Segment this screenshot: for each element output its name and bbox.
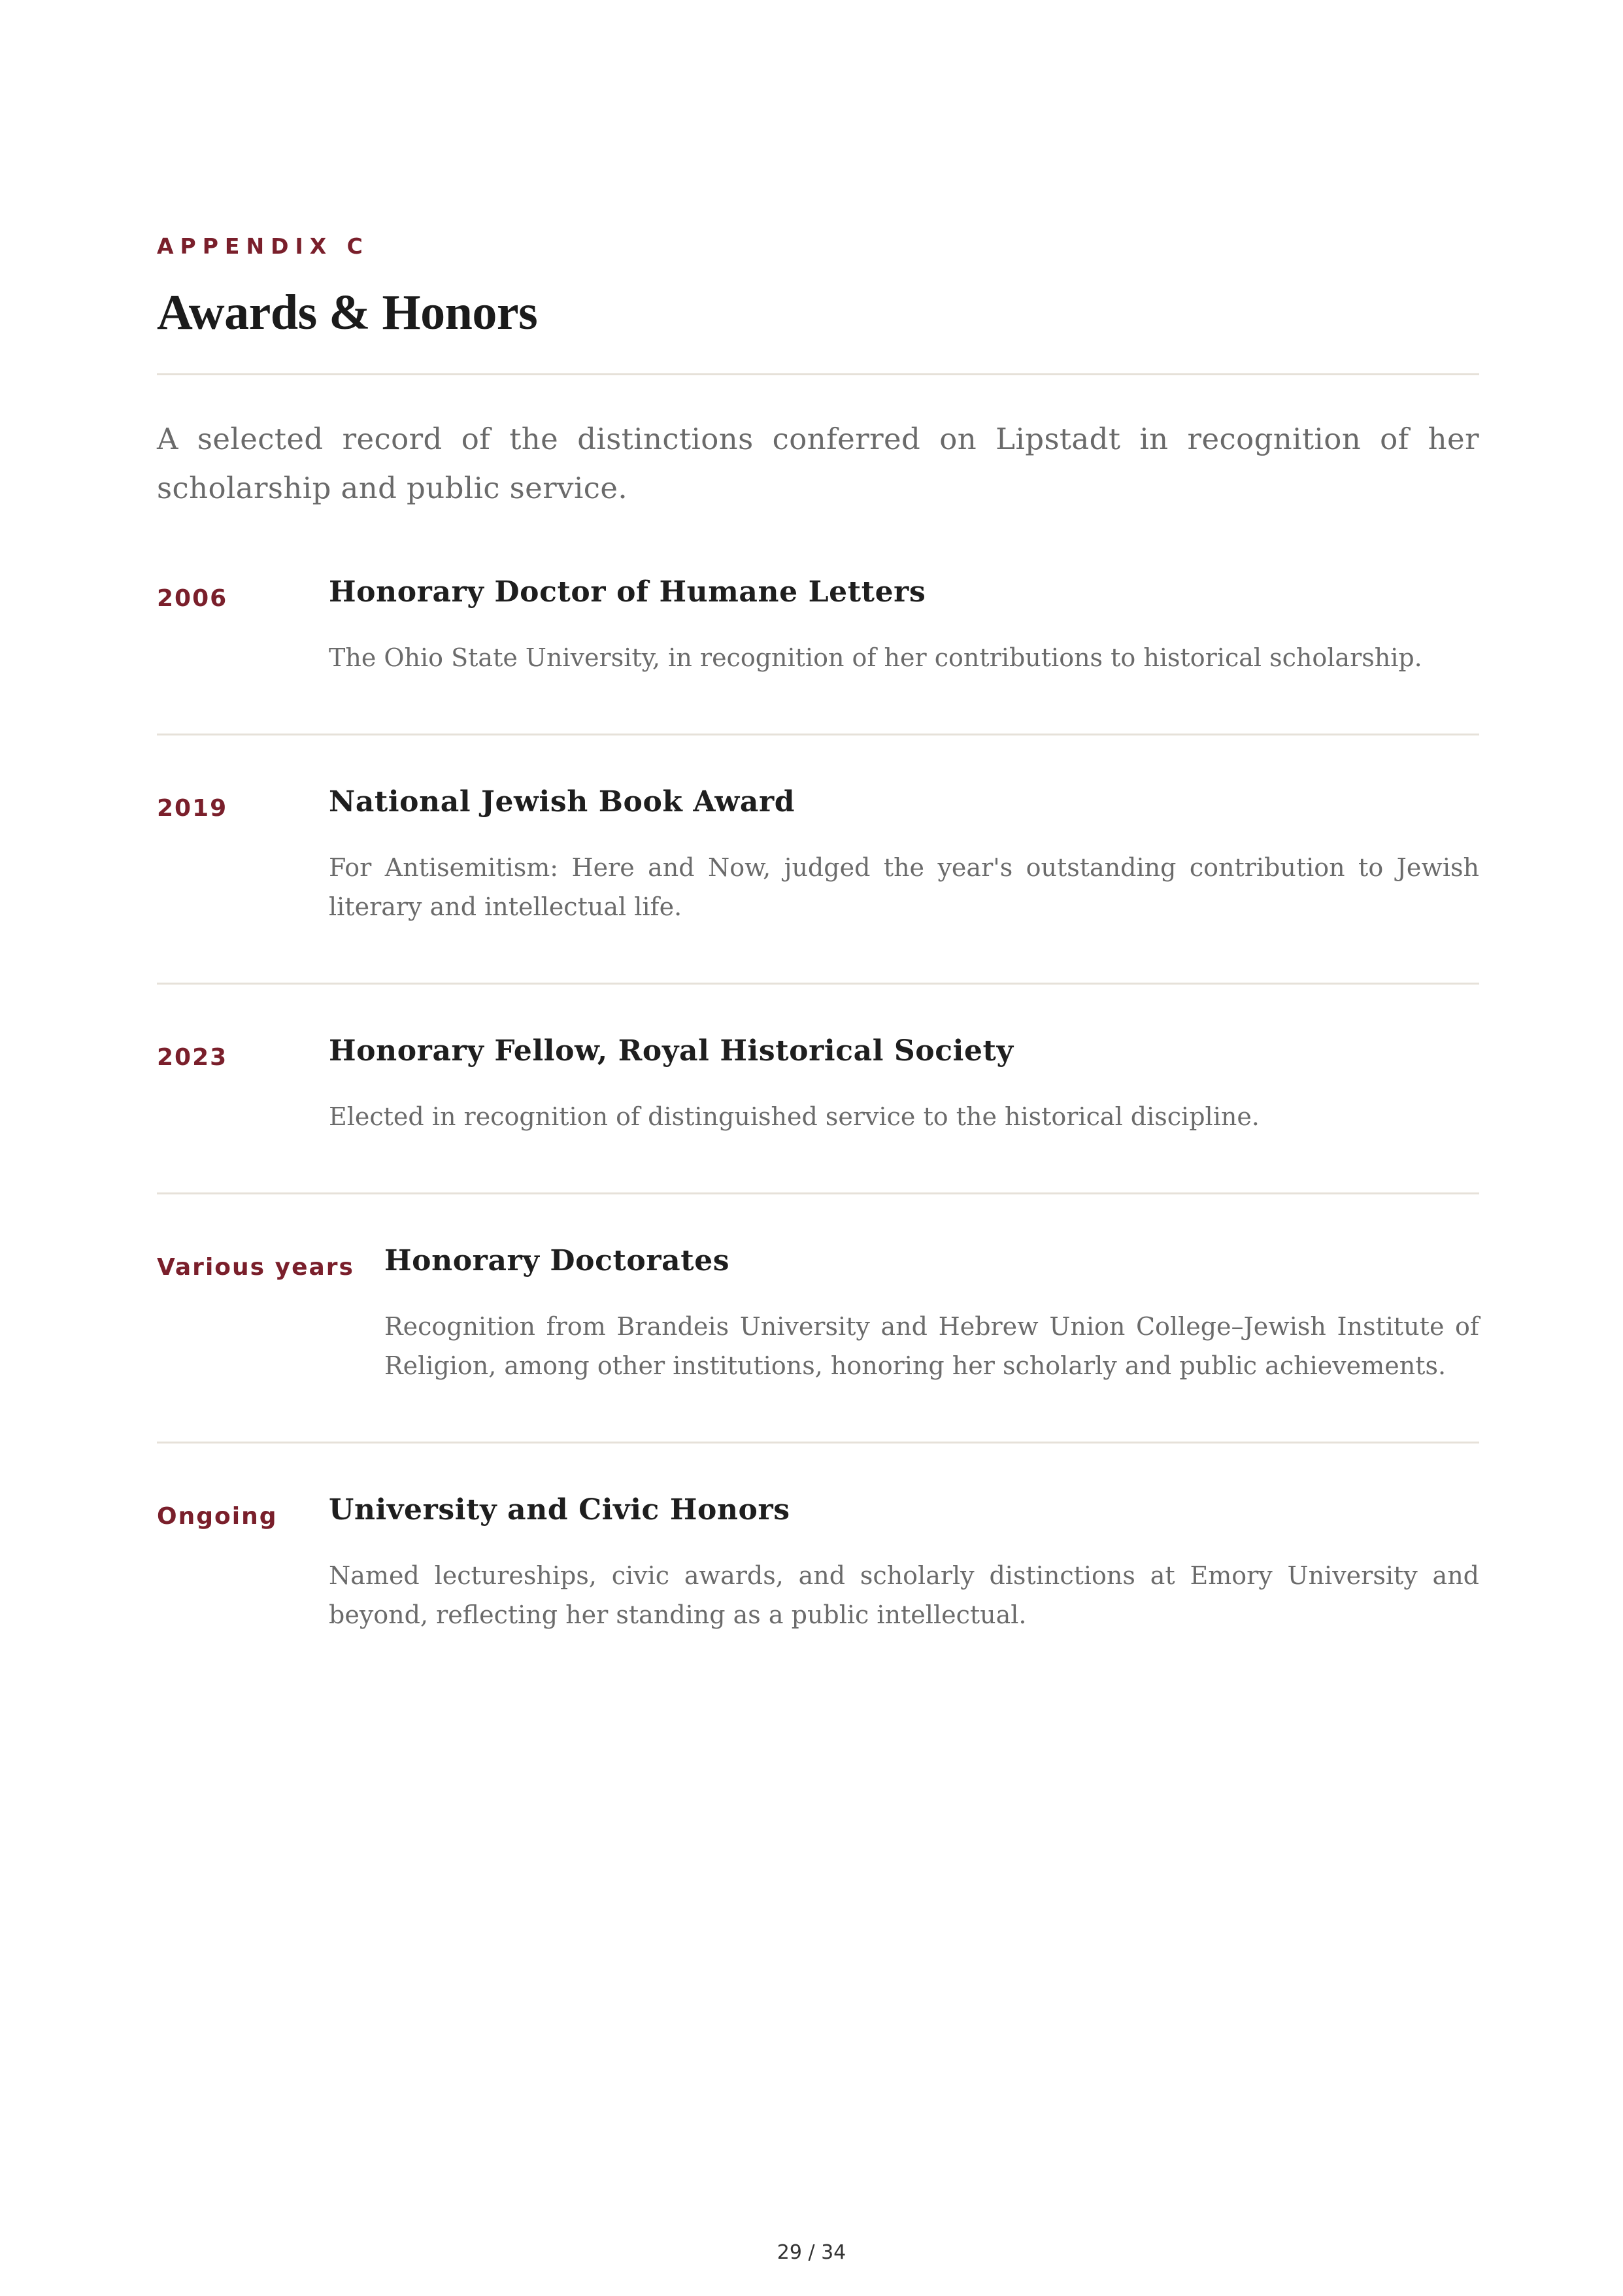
award-description: For Antisemitism: Here and Now, judged the year's outstanding contribution to Jewish literary and intellectual life. [329, 853, 1479, 921]
award-divider [157, 734, 1479, 735]
award-divider [157, 1442, 1479, 1443]
award-name: National Jewish Book Award [329, 785, 795, 819]
title-divider [157, 373, 1479, 375]
award-description: Elected in recognition of distinguished service to the historical discipline. [329, 1102, 1260, 1131]
award-year: Various years [157, 1253, 354, 1281]
award-item [157, 1032, 1479, 1136]
award-divider [157, 1192, 1479, 1194]
document-page [157, 229, 1479, 1634]
award-name: University and Civic Honors [329, 1493, 790, 1527]
award-year: 2023 [157, 1043, 228, 1071]
award-body [329, 783, 1479, 926]
intro-paragraph: A selected record of the distinctions conferred on Lipstadt in recognition of her scholarship and public service. [157, 421, 1479, 505]
award-divider [157, 983, 1479, 985]
award-body [329, 573, 1479, 677]
awards-list [157, 573, 1479, 1634]
award-body [329, 1032, 1479, 1136]
page-title: Awards & Honors [157, 285, 538, 340]
award-body [384, 1241, 1479, 1385]
award-year: Ongoing [157, 1502, 278, 1530]
award-name: Honorary Doctor of Humane Letters [329, 575, 926, 609]
page-number: 29 / 34 [777, 2241, 846, 2264]
award-description: The Ohio State University, in recognition of her contributions to historical scholarship. [329, 643, 1422, 672]
appendix-label: APPENDIX C [157, 233, 369, 259]
award-description: Named lectureships, civic awards, and scholarly distinctions at Emory University and beyond, reflecting her standing as a public intellectual. [329, 1561, 1479, 1629]
award-item [157, 1241, 1479, 1385]
award-body [329, 1491, 1479, 1634]
award-description: Recognition from Brandeis University and Hebrew Union College–Jewish Institute of Religion, among other institutions, honoring her scholarly and public achievements. [384, 1311, 1479, 1380]
award-item [157, 1491, 1479, 1634]
award-item [157, 573, 1479, 677]
award-year: 2019 [157, 794, 228, 822]
award-name: Honorary Fellow, Royal Historical Society [329, 1034, 1014, 1068]
award-name: Honorary Doctorates [384, 1243, 730, 1277]
award-year: 2006 [157, 584, 228, 612]
award-item [157, 783, 1479, 926]
